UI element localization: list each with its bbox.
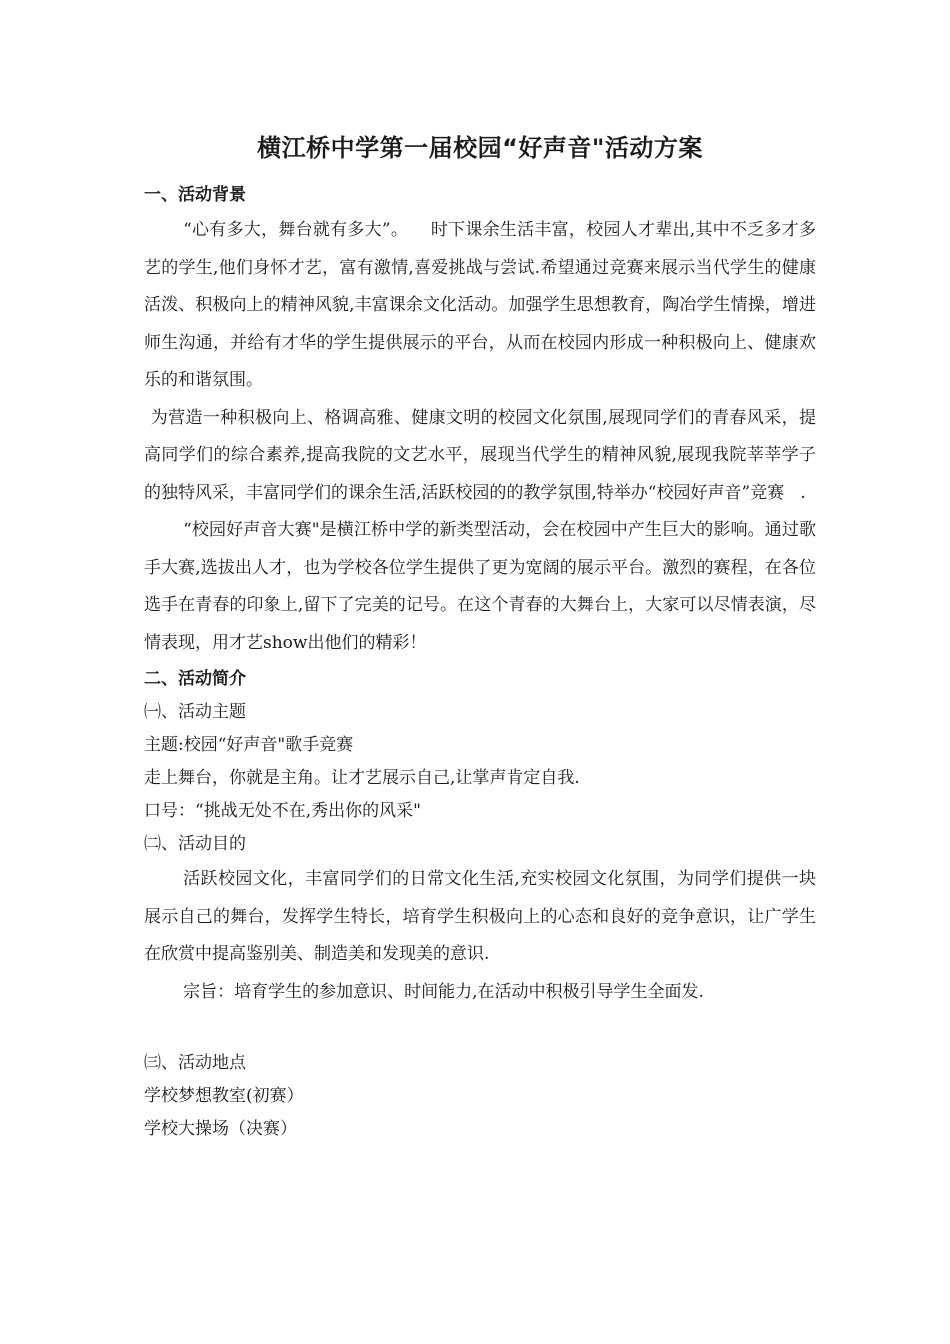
purpose-aim-line: 宗旨：培育学生的参加意识、时间能力,在活动中积极引导学生全面发.	[183, 981, 704, 1002]
slogan-line: 口号：“挑战无处不在,秀出你的风采"	[144, 801, 421, 821]
background-paragraph-3: “校园好声音大赛"是横江桥中学的新类型活动，会在校园中产生巨大的影响。通过歌手大赛,选拔出人才，也为学校各位学生提供了更为宽阔的展示平台。激烈的赛程，在各位选手在青春的印象上,留下了完美的记号。在这个青春的大舞台上，大家可以尽情表演，尽情表现，用才艺show出他们的精彩！	[144, 520, 816, 653]
location-preliminary: 学校梦想教室(初赛）	[144, 1086, 304, 1106]
background-paragraph-2: 为营造一种积极向上、格调高雅、健康文明的校园文化氛围,展现同学们的青春风采，提高同学们的综合素养,提高我院的文艺水平，展现当代学生的精神风貌,展现我院莘莘学子的独特风采，丰富同学们的课余生活,活跃校园的的教学氛围,特举办“校园好声音”竞赛 .	[144, 407, 816, 503]
background-paragraph-1: “心有多大，舞台就有多大”。 时下课余生活丰富，校园人才辈出,其中不乏多才多艺的学生,他们身怀才艺，富有激情,喜爱挑战与尝试.希望通过竞赛来展示当代学生的健康活泼、积极向上的精神风貌,丰富课余文化活动。加强学生思想教育，陶冶学生情操，增进师生沟通，并给有才华的学生提供展示的平台，从而在校园内形成一种积极向上、健康欢乐的和谐氛围。	[144, 220, 816, 390]
subheading-purpose: ㈡、活动目的	[144, 834, 246, 854]
location-final: 学校大操场（决赛）	[144, 1119, 297, 1139]
purpose-paragraph: 活跃校园文化，丰富同学们的日常文化生活,充实校园文化氛围，为同学们提供一块展示自己的舞台，发挥学生特长，培育学生积极向上的心态和良好的竞争意识，让广学生在欣赏中提高鉴别美、制造美和发现美的意识.	[144, 869, 816, 964]
document-title: 横江桥中学第一届校园“好声音"活动方案	[257, 134, 703, 162]
theme-line: 主题:校园“好声音"歌手竞赛	[144, 735, 354, 755]
section-heading-background: 一、活动背景	[144, 185, 246, 205]
section-heading-intro: 二、活动简介	[144, 669, 246, 689]
subheading-theme: ㈠、活动主题	[144, 702, 246, 722]
theme-intro-line: 走上舞台，你就是主角。让才艺展示自己,让掌声肯定自我.	[144, 768, 580, 788]
blank-spacer	[144, 1011, 816, 1047]
subheading-location: ㈢、活动地点	[144, 1053, 246, 1073]
document-page	[144, 128, 816, 1146]
